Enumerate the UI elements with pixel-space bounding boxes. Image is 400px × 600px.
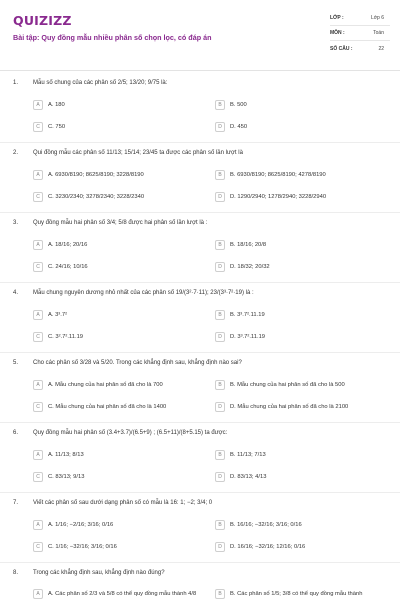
option-b[interactable]: [215, 100, 385, 111]
option-text: B. 500: [230, 101, 247, 108]
option-c[interactable]: [33, 192, 203, 203]
question-text: Mẫu số chung của các phân số 2/5; 13/20; 9/75 là:: [33, 80, 168, 86]
option-letter-box: A: [33, 589, 43, 599]
option-letter-box: D: [215, 332, 225, 342]
option-letter-box: A: [33, 450, 43, 460]
question-text: Quy đồng mẫu hai phân số (3.4+3.7)/(6.5+9) ; (6.5+11)/(8+5.15) ta được:: [33, 430, 228, 436]
meta-key: LỚP :: [330, 15, 344, 21]
option-a[interactable]: [33, 240, 203, 251]
question-number: 2.: [13, 150, 19, 156]
option-letter-box: A: [33, 380, 43, 390]
question-divider: [0, 212, 400, 213]
option-d[interactable]: [215, 402, 385, 413]
question-text: Trong các khẳng định sau, khẳng định nào đúng?: [33, 570, 165, 576]
option-text: C. 750: [48, 123, 66, 130]
option-text: A. 11/13; 8/13: [48, 451, 84, 458]
question-number: 3.: [13, 220, 19, 226]
option-a[interactable]: [33, 450, 203, 461]
option-letter-box: B: [215, 170, 225, 180]
meta-key: SỐ CÂU :: [330, 45, 353, 52]
question-number: 7.: [13, 500, 19, 506]
option-text: B. 3³.7².11.19: [230, 311, 265, 318]
option-letter-box: C: [33, 192, 43, 202]
option-letter-box: D: [215, 402, 225, 412]
option-letter-box: A: [33, 310, 43, 320]
option-a[interactable]: [33, 589, 203, 600]
meta-value: 22: [378, 45, 384, 52]
option-text: B. Mẫu chung của hai phân số đã cho là 500: [230, 381, 345, 388]
question-number: 4.: [13, 290, 19, 296]
question-divider: [0, 352, 400, 353]
option-letter-box: D: [215, 262, 225, 272]
option-letter-box: C: [33, 542, 43, 552]
option-text: C. 1/16; −32/16; 3/16; 0/16: [48, 543, 117, 550]
question-text: Viết các phân số sau dưới dạng phân số có mẫu là 16: 1; −2; 3/4; 0: [33, 500, 213, 506]
question-text: Cho các phân số 3/28 và 5/20. Trong các khẳng định sau, khẳng định nào sai?: [33, 360, 242, 366]
question-number: 8.: [13, 570, 19, 576]
option-letter-box: C: [33, 122, 43, 132]
document-header: [0, 0, 400, 62]
option-c[interactable]: [33, 332, 203, 343]
option-letter-box: D: [215, 122, 225, 132]
option-d[interactable]: [215, 332, 385, 343]
option-text: C. 24/16; 10/16: [48, 263, 88, 270]
option-text: C. Mẫu chung của hai phân số đã cho là 1400: [48, 403, 167, 410]
option-letter-box: A: [33, 240, 43, 250]
option-b[interactable]: [215, 170, 385, 181]
option-letter-box: B: [215, 589, 225, 599]
option-d[interactable]: [215, 542, 385, 553]
option-a[interactable]: [33, 100, 203, 111]
option-letter-box: A: [33, 170, 43, 180]
header-divider: [0, 70, 400, 71]
option-text: C. 3².7².11.19: [48, 333, 84, 340]
option-letter-box: B: [215, 240, 225, 250]
question-divider: [0, 492, 400, 493]
option-a[interactable]: [33, 520, 203, 531]
option-text: D. 450: [230, 123, 248, 130]
option-text: D. 1290/2940; 1278/2940; 3228/2940: [230, 193, 327, 200]
option-text: A. Các phân số 2/3 và 5/8 có thể quy đồng mẫu thành 4/8: [48, 590, 197, 597]
option-c[interactable]: [33, 472, 203, 483]
meta-row-count: [330, 41, 390, 56]
option-text: A. 6930/8190; 8625/8190; 3228/8190: [48, 171, 144, 178]
option-text: A. 18/16; 20/16: [48, 241, 88, 248]
question-divider: [0, 562, 400, 563]
option-c[interactable]: [33, 542, 203, 553]
option-b[interactable]: [215, 520, 385, 531]
option-letter-box: C: [33, 262, 43, 272]
option-b[interactable]: [215, 589, 385, 600]
quizizz-logo: QUIZIZZ: [13, 13, 72, 28]
question-number: 1.: [13, 80, 19, 86]
option-letter-box: A: [33, 520, 43, 530]
option-text: D. 3³.7².11.19: [230, 333, 266, 340]
option-letter-box: D: [215, 192, 225, 202]
option-text: B. 16/16; −32/16; 3/16; 0/16: [230, 521, 302, 528]
option-text: B. Các phân số 1/5; 3/8 có thể quy đồng mẫu thành: [230, 590, 363, 597]
option-text: A. 3³.7²: [48, 311, 68, 318]
question-text: Quy đồng mẫu hai phân số 3/4; 5/8 được hai phân số lần lượt là :: [33, 220, 208, 226]
option-b[interactable]: [215, 380, 385, 391]
option-d[interactable]: [215, 192, 385, 203]
option-letter-box: A: [33, 100, 43, 110]
option-c[interactable]: [33, 402, 203, 413]
question-text: Mẫu chung nguyên dương nhỏ nhất của các phân số 19/(3²·7·11); 23/(3³·7²·19) là :: [33, 290, 254, 296]
option-text: A. 1/16; −2/16; 3/16; 0/16: [48, 521, 114, 528]
question-divider: [0, 142, 400, 143]
question-number: 5.: [13, 360, 19, 366]
question-text: Qui đồng mẫu các phân số 11/13; 15/14; 23/45 ta được các phân số lần lượt là: [33, 150, 243, 156]
document-title: Bài tập: Quy đồng mẫu nhiều phân số chọn lọc, có đáp án: [13, 33, 212, 42]
question-divider: [0, 282, 400, 283]
option-text: D. 18/32; 20/32: [230, 263, 270, 270]
option-letter-box: B: [215, 380, 225, 390]
option-letter-box: B: [215, 520, 225, 530]
question-divider: [0, 422, 400, 423]
option-letter-box: B: [215, 100, 225, 110]
option-text: B. 11/13; 7/13: [230, 451, 266, 458]
option-text: D. 16/16; −32/16; 12/16; 0/16: [230, 543, 306, 550]
option-letter-box: C: [33, 332, 43, 342]
option-text: A. Mẫu chung của hai phân số đã cho là 700: [48, 381, 163, 388]
meta-value: Lớp 6: [370, 15, 384, 21]
option-letter-box: D: [215, 542, 225, 552]
meta-table: [330, 11, 390, 56]
option-text: B. 6930/8190; 8625/8190; 4278/8190: [230, 171, 326, 178]
meta-value: Toán: [373, 30, 384, 36]
option-letter-box: C: [33, 402, 43, 412]
option-b[interactable]: [215, 240, 385, 251]
option-c[interactable]: [33, 122, 203, 133]
option-d[interactable]: [215, 472, 385, 483]
option-text: D. 83/13; 4/13: [230, 473, 267, 480]
option-text: C. 83/13; 9/13: [48, 473, 85, 480]
option-d[interactable]: [215, 122, 385, 133]
option-a[interactable]: [33, 380, 203, 391]
option-text: C. 3230/2340; 3278/2340; 3228/2340: [48, 193, 145, 200]
option-b[interactable]: [215, 310, 385, 321]
option-text: A. 180: [48, 101, 65, 108]
option-a[interactable]: [33, 170, 203, 181]
question-number: 6.: [13, 430, 19, 436]
meta-row-class: [330, 11, 390, 26]
option-letter-box: B: [215, 450, 225, 460]
option-c[interactable]: [33, 262, 203, 273]
meta-key: MÔN :: [330, 30, 345, 36]
option-d[interactable]: [215, 262, 385, 273]
option-letter-box: B: [215, 310, 225, 320]
option-text: D. Mẫu chung của hai phân số đã cho là 2100: [230, 403, 349, 410]
option-letter-box: D: [215, 472, 225, 482]
option-text: B. 18/16; 20/8: [230, 241, 267, 248]
meta-row-subject: [330, 26, 390, 41]
option-letter-box: C: [33, 472, 43, 482]
option-b[interactable]: [215, 450, 385, 461]
option-a[interactable]: [33, 310, 203, 321]
